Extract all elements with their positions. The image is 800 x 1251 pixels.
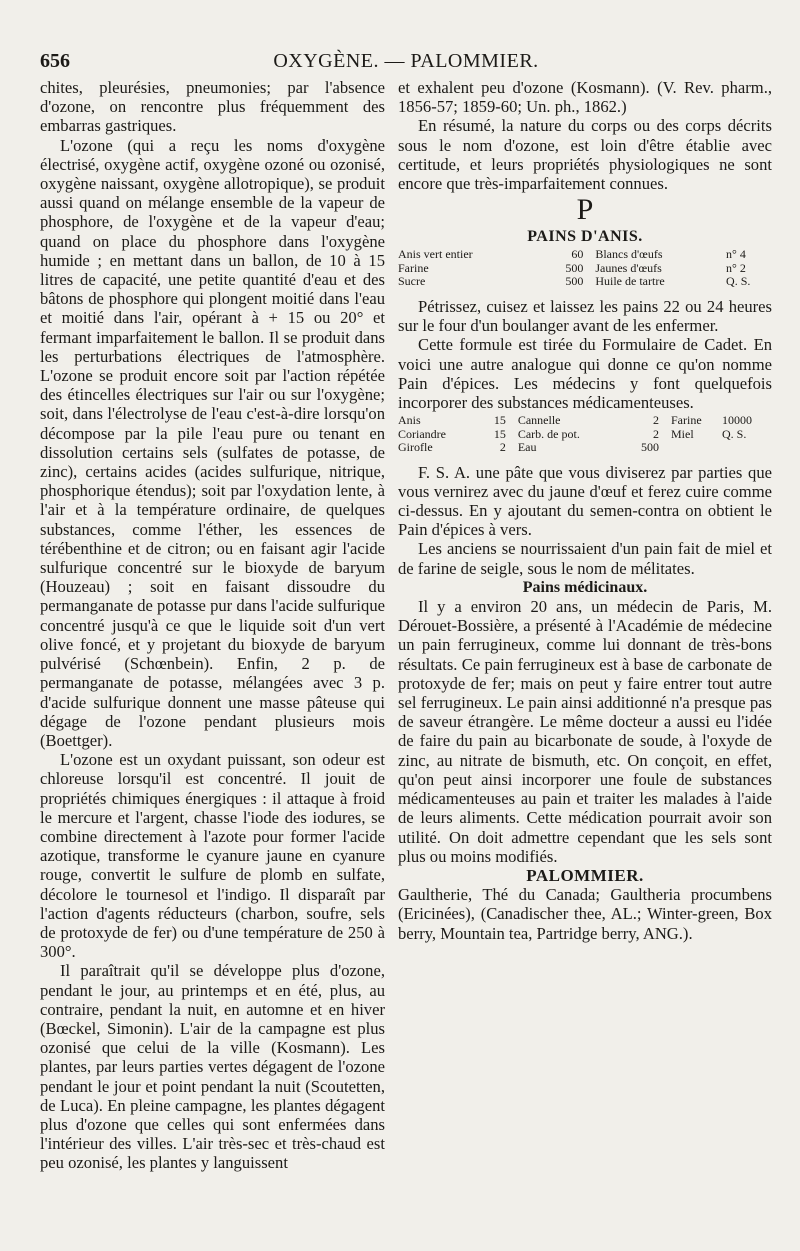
ingredient-qty: 500 bbox=[565, 260, 584, 275]
body-paragraph: Cette formule est tirée du Formulaire de Cadet. En voici une autre analogue qui donne ce qu'on nomme Pain d'épices. Les médecins y font quelquefois incorporer des substances médicamenteuses. bbox=[398, 335, 772, 412]
entry-title-pains-medicinaux: Pains médicinaux. bbox=[522, 578, 648, 596]
ingredient-name: Farine bbox=[398, 260, 429, 275]
table-row bbox=[398, 275, 772, 289]
ingredient-qty: 15 bbox=[493, 426, 506, 441]
ingredient-qty: 60 bbox=[571, 247, 584, 262]
table-row bbox=[398, 428, 772, 442]
ingredient-qty: n° 2 bbox=[726, 260, 746, 275]
body-paragraph: Il y a environ 20 ans, un médecin de Paris, M. Dérouet-Bossière, a présenté à l'Académie de médecine un pain ferrugineux, comme lui donnant de très-bons résultats. Ce pain ferrugineux est à base de carbonate de protoxyde de fer; mais on peut y faire entrer tout autre sel ferrugineux. Le pain ainsi additionné n'a presque pas de saveur étrangère. Le même docteur a aussi eu l'idée de faire du pain au bicarbonate de soude, à l'oxyde de zinc, au nitrate de bismuth, etc. On conçoit, en effet, qu'on peut ainsi incorporer une foule de substances médicamenteuses au pain et traiter les malades à l'aide de leurs aliments. Cette médication pourrait avoir son utilité. On doit admettre cependant que les sels sont plus ou moins modifiés. bbox=[398, 597, 772, 866]
ingredient-qty: 10000 bbox=[722, 413, 753, 428]
body-paragraph: L'ozone est un oxydant puissant, son odeur est chloreuse lorsqu'il est concentré. Il jouit de propriétés chimiques énergiques : il attaque à froid le mercure et l'argent, chasse l'iode des iodures, se combine directement à l'azote pour former l'acide azotique, transforme le cyanure jaune en cyanure rouge, convertit le sulfure de plomb en sulfate, décolore le tournesol et l'indigo. Il disparaît par l'action d'agents réducteurs (charbon, soufre, sels de protoxyde de fer) ou d'une température de 250 à 300°. bbox=[40, 750, 385, 962]
synonyms-paragraph: Gaultherie, Thé du Canada; Gaultheria procumbens (Ericinées), (Canadischer thee, AL.; Winter-green, Box berry, Mountain tea, Partridge berry, ANG.). bbox=[398, 885, 772, 943]
right-column bbox=[398, 78, 772, 943]
entry-title-palommier: PALOMMIER. bbox=[526, 865, 644, 885]
ingredients-table-2 bbox=[398, 414, 772, 455]
ingredient-name: Carb. de pot. bbox=[517, 426, 580, 441]
ingredient-qty: 500 bbox=[640, 440, 659, 455]
ingredient-name: Anis bbox=[398, 413, 421, 428]
body-paragraph: Il paraîtrait qu'il se développe plus d'ozone, pendant le jour, au printemps et en été, plus, au contraire, pendant la nuit, en automne et en hiver (Bœckel, Simonin). L'air de la campagne est plus ozonisé que celui de la ville (Kosmann). Les plantes, par leurs parties vertes dégagent de l'ozone pendant le jour et point pendant la nuit (Scoutetten, de Luca). En pleine campagne, les plantes dégagent plus d'ozone que celles qui sont enfermées dans l'intérieur des villes. L'air très-sec et très-chaud est peu ozonisé, les plantes y languissent bbox=[40, 961, 385, 1173]
page-number: 656 bbox=[40, 50, 70, 72]
ingredient-qty: 15 bbox=[493, 413, 506, 428]
ingredient-qty: 500 bbox=[565, 274, 584, 289]
body-paragraph: et exhalent peu d'ozone (Kosmann). (V. Rev. pharm., 1856-57; 1859-60; Un. ph., 1862.) bbox=[398, 78, 772, 117]
ingredient-name: Jaunes d'œufs bbox=[595, 260, 662, 275]
ingredient-qty: 2 bbox=[499, 440, 506, 455]
ingredient-qty: Q. S. bbox=[726, 274, 751, 289]
left-column bbox=[40, 78, 385, 1173]
table-row bbox=[398, 441, 772, 455]
ingredient-name: Sucre bbox=[398, 274, 426, 289]
ingredients-table-1 bbox=[398, 248, 772, 289]
ingredient-name: Cannelle bbox=[517, 413, 561, 428]
ingredient-name: Blancs d'œufs bbox=[595, 247, 663, 262]
ingredient-name bbox=[671, 441, 722, 455]
body-paragraph: Pétrissez, cuisez et laissez les pains 22 ou 24 heures sur le four d'un boulanger avant de les enfermer. bbox=[398, 296, 772, 336]
ingredient-name: Huile de tartre bbox=[595, 274, 665, 289]
ingredient-qty: n° 4 bbox=[726, 247, 746, 262]
ingredient-qty bbox=[722, 441, 772, 455]
ingredient-qty: 2 bbox=[652, 426, 659, 441]
page-header bbox=[40, 50, 772, 80]
entry-title-pains-anis: PAINS D'ANIS. bbox=[527, 228, 643, 246]
ingredient-name: Eau bbox=[517, 440, 537, 455]
ingredient-name: Miel bbox=[670, 426, 694, 441]
ingredient-name: Farine bbox=[670, 413, 702, 428]
section-letter: P bbox=[576, 193, 594, 227]
running-title: OXYGÈNE. — PALOMMIER. bbox=[273, 50, 539, 72]
body-paragraph: L'ozone (qui a reçu les noms d'oxygène électrisé, oxygène actif, oxygène ozoné ou ozonisé, oxygène naissant, oxygène allotropique), se produit aussi quand on mélange ensemble de la vapeur de phosphore, de l'oxygène et de la vapeur d'eau; quand on place du phosphore dans l'oxygène humide ; en mettant dans un ballon, de 10 à 15 litres de capacité, une petite quantité d'eau et des bâtons de phosphore qui plongent moitié dans l'eau et moitié dans l'air, opérant à + 15 ou 20° et fermant imparfaitement le ballon. Il se produit dans les perturbations électriques de l'atmosphère. L'ozone se produit encore soit par l'action répétée des étincelles électriques sur l'air ou sur l'oxygène; soit, dans l'électrolyse de l'eau c'est-à-dire lorsqu'on décompose par la pile l'eau pure ou tenant en dissolution certains sels (sulfates de potasse, de zinc), certains acides (acides sulfurique, nitrique, phosphorique étendus); soit par l'oxydation lente, à l'air et à la température ordinaire, de quelques substances, comme l'éther, les essences de térébenthine et de citron; ou en faisant agir l'acide sulfurique concentré sur le bioxyde de baryum (Houzeau) ; soit en faisant dissoudre du permanganate de potasse pur dans l'acide sulfurique concentré jusqu'à ce que le liquide soit d'un vert olive foncé, et y projetant du bioxyde de baryum pulvérisé (Schœnbein). Enfin, 2 p. de permanganate de potasse, mélangées avec 3 p. d'acide sulfurique donnent une masse pâteuse qui dégage de l'ozone pendant plusieurs mois (Boettger). bbox=[40, 135, 385, 750]
body-paragraph: Les anciens se nourrissaient d'un pain fait de miel et de farine de seigle, sous le nom de mélitates. bbox=[398, 539, 772, 578]
ingredient-qty: Q. S. bbox=[722, 426, 747, 441]
table-row bbox=[398, 248, 772, 262]
table-row bbox=[398, 414, 772, 428]
table-row bbox=[398, 262, 772, 276]
body-paragraph: En résumé, la nature du corps ou des corps décrits sous le nom d'ozone, est loin d'être établie avec certitude, et leurs propriétés physiologiques ne sont encore que très-imparfaitement connues. bbox=[398, 116, 772, 194]
ingredient-name: Anis vert entier bbox=[398, 247, 473, 262]
body-paragraph: F. S. A. une pâte que vous diviserez par parties que vous vernirez avec du jaune d'œuf et ferez cuire comme ci-dessus. En y ajoutant du semen-contra on obtient le Pain d'épices à vers. bbox=[398, 462, 772, 540]
ingredient-qty: 2 bbox=[652, 413, 659, 428]
body-paragraph: chites, pleurésies, pneumonies; par l'absence d'ozone, on rencontre plus fréquemment des embarras gastriques. bbox=[40, 78, 385, 136]
ingredient-name: Coriandre bbox=[398, 426, 446, 441]
ingredient-name: Girofle bbox=[398, 440, 433, 455]
